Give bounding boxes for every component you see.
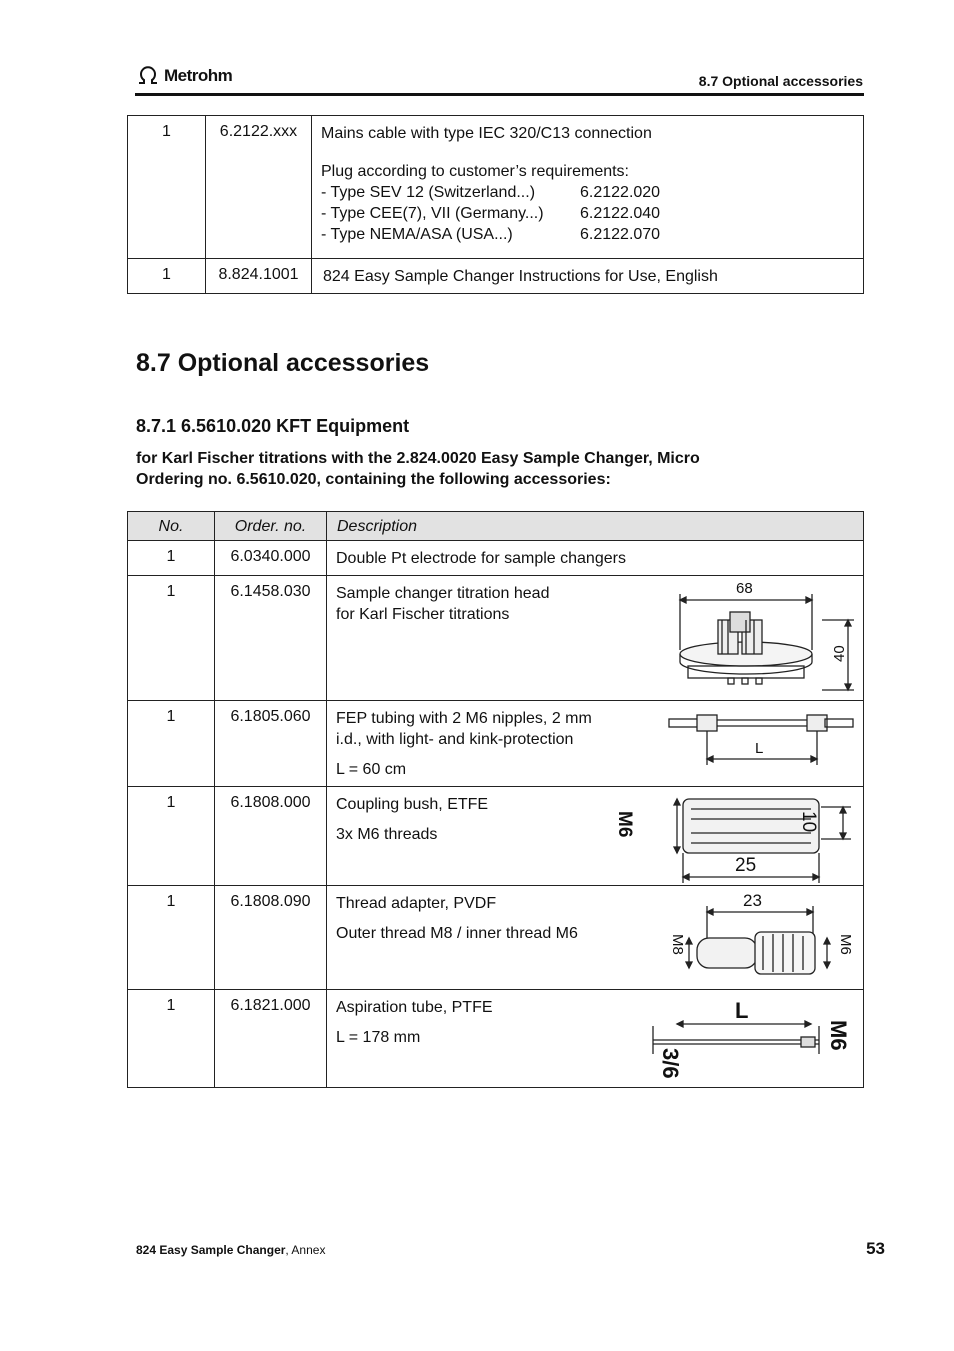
cell-description [327, 990, 864, 1088]
plug-row [321, 182, 863, 203]
table-row [128, 886, 864, 990]
intro-text [136, 448, 700, 490]
dim-label: 23 [743, 891, 762, 910]
cell-no: 1 [128, 787, 215, 886]
cell-description [327, 886, 864, 990]
dim-label: L [755, 740, 764, 757]
cell-no: 1 [128, 116, 206, 259]
running-header: 8.7 Optional accessories [698, 73, 863, 89]
plug-code: 6.2122.040 [580, 205, 661, 222]
table-row [128, 787, 864, 886]
intro-line: Ordering no. 6.5610.020, containing the following accessories: [136, 471, 611, 488]
intro-line: for Karl Fischer titrations with the 2.824.0020 Easy Sample Changer, Micro [136, 450, 700, 467]
desc-note: Outer thread M8 / inner thread M6 [336, 925, 578, 942]
cell-order: 6.1821.000 [215, 990, 327, 1088]
cell-order: 6.1808.090 [215, 886, 327, 990]
desc-line: i.d., with light- and kink-protection [336, 731, 574, 748]
desc-line: Sample changer titration head [336, 585, 550, 602]
dim-label: 68 [736, 580, 753, 597]
plug-title: Plug according to customer’s requirements: [321, 163, 629, 180]
metrohm-logo [136, 66, 232, 86]
table-row [128, 576, 864, 701]
plug-row [321, 203, 863, 224]
footer-suffix: , Annex [285, 1243, 326, 1257]
desc-line: for Karl Fischer titrations [336, 606, 510, 623]
cell-description [327, 701, 864, 787]
page-number: 53 [866, 1239, 885, 1258]
cell-description: 824 Easy Sample Changer Instructions for Use, English [312, 259, 864, 294]
plug-row [321, 224, 863, 245]
cell-order: 6.1805.060 [215, 701, 327, 787]
table-row [128, 990, 864, 1088]
dim-label: M6 [837, 934, 854, 955]
desc-line: Double Pt electrode for sample changers [336, 550, 626, 567]
cell-description [327, 576, 864, 701]
cell-no: 1 [128, 576, 215, 701]
fep-tubing-drawing [667, 709, 857, 771]
table-header-row [128, 512, 864, 541]
cell-no: 1 [128, 541, 215, 576]
omega-icon [136, 67, 160, 85]
titration-head-drawing [672, 580, 862, 700]
cell-description [327, 541, 864, 576]
cell-no: 1 [128, 886, 215, 990]
cell-description [312, 116, 864, 259]
header-description: Description [327, 512, 864, 541]
table-row [128, 701, 864, 787]
cell-order: 6.1458.030 [215, 576, 327, 701]
plug-type: - Type CEE(7), VII (Germany...) [321, 205, 544, 222]
dim-label: 25 [735, 855, 757, 876]
desc-line: FEP tubing with 2 M6 nipples, 2 mm [336, 710, 592, 727]
desc-line: Coupling bush, ETFE [336, 796, 489, 813]
header-no: No. [128, 512, 215, 541]
desc-note: L = 178 mm [336, 1029, 421, 1046]
thread-adapter-drawing [665, 892, 855, 984]
dim-label: L [735, 998, 749, 1023]
table-row [128, 541, 864, 576]
dim-label: M6 [826, 1020, 851, 1051]
dim-label: 10 [798, 811, 819, 833]
desc-line: Aspiration tube, PTFE [336, 999, 493, 1016]
plug-type: - Type SEV 12 (Switzerland...) [321, 184, 536, 201]
top-table [127, 115, 864, 294]
desc-note: L = 60 cm [336, 761, 407, 778]
cell-order: 6.0340.000 [215, 541, 327, 576]
dim-label: 40 [831, 645, 848, 662]
section-title: 8.7 Optional accessories [136, 349, 430, 377]
cell-no: 1 [128, 259, 206, 294]
footer-product: 824 Easy Sample Changer [136, 1243, 286, 1257]
header-order: Order. no. [215, 512, 327, 541]
cell-order: 6.1808.000 [215, 787, 327, 886]
cell-no: 1 [128, 990, 215, 1088]
coupling-bush-drawing [614, 789, 857, 885]
cell-no: 1 [128, 701, 215, 787]
cell-order: 6.2122.xxx [206, 116, 312, 259]
mains-cable-text: Mains cable with type IEC 320/C13 connection [321, 125, 652, 142]
desc-note: 3x M6 threads [336, 826, 438, 843]
plug-code: 6.2122.020 [580, 184, 661, 201]
dim-label: 3/6 [658, 1048, 683, 1079]
aspiration-tube-drawing [639, 996, 859, 1092]
plug-type: - Type NEMA/ASA (USA...) [321, 226, 513, 243]
logo-text: Metrohm [164, 66, 233, 85]
plug-list [321, 161, 863, 245]
dim-label: M6 [614, 811, 635, 838]
subsection-title: 8.7.1 6.5610.020 KFT Equipment [136, 416, 410, 436]
footer-text [136, 1243, 325, 1257]
table-row [128, 259, 864, 294]
accessories-table [127, 511, 864, 1088]
cell-order: 8.824.1001 [206, 259, 312, 294]
header-rule [135, 93, 864, 96]
dim-label: M8 [669, 934, 686, 955]
plug-code: 6.2122.070 [580, 226, 661, 243]
table-row [128, 116, 864, 259]
desc-line: Thread adapter, PVDF [336, 895, 497, 912]
cell-description [327, 787, 864, 886]
